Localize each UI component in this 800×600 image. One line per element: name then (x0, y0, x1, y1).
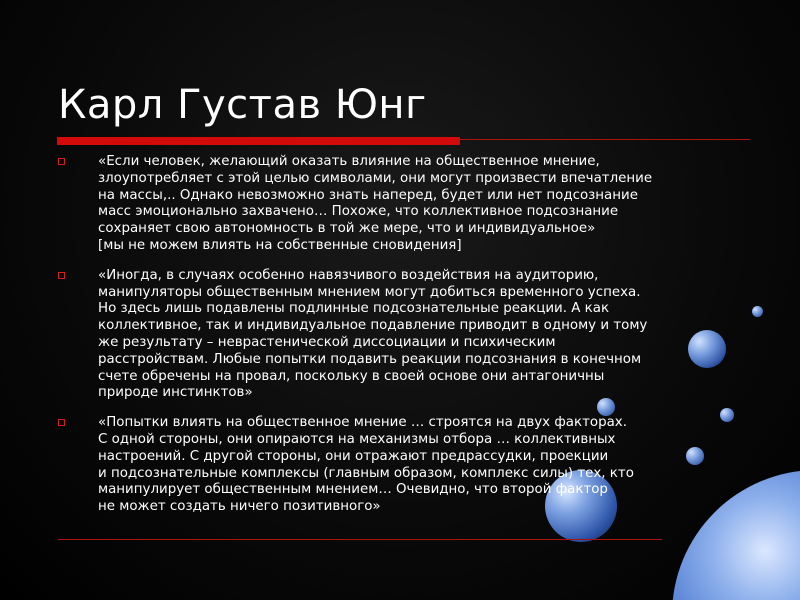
quote-text: «Попытки влиять на общественное мнение … строятся на двух факторах. С одной стороны, они опираются на механизмы отбора … коллективных настроений. С другой стороны, они отражают предрассудки, проекции и подсознательные комплексы (главным образом, комплекс силы) тех, кто манипулирует общественным мнением… Очевидно, что второй фактор не может создать ничего позитивного» (98, 415, 634, 515)
footer-line (58, 539, 662, 540)
slide-title: Карл Густав Юнг (58, 82, 427, 128)
quote-item (56, 415, 736, 516)
title-underline-red (57, 137, 460, 145)
square-bullet-icon (58, 272, 65, 279)
square-bullet-icon (58, 158, 65, 165)
square-bullet-icon (58, 419, 65, 426)
quote-item (56, 268, 736, 402)
quote-text: «Если человек, желающий оказать влияние на общественное мнение, злоупотребляет с этой целью символами, они могут произвести впечатление на массы,.. Однако невозможно знать наперед, будет или нет подсознание масс эмоционально захвачено… Похоже, что коллективное подсознание сохраняет свою автономность в той же мере, что и индивидуальное» [мы не можем влиять на собственные сновидения] (98, 154, 653, 253)
quote-text: «Иногда, в случаях особенно навязчивого воздействия на аудиторию, манипуляторы общественным мнением могут добиться временного успеха. Но здесь лишь подавлены подлинные подсознательные реакции. А как коллективное, так и индивидуальное подавление приводит в одному и тому же результату – неврастенической диссоциации и психическим расстройствам. Любые попытки подавить реакции подсознания в конечном счете обречены на провал, поскольку в своей основе они антагоничны природе инстинктов» (98, 267, 648, 401)
quote-item (56, 154, 736, 255)
quote-list (56, 154, 736, 529)
planet-tiny (752, 306, 763, 317)
title-underline-thin (460, 139, 750, 140)
